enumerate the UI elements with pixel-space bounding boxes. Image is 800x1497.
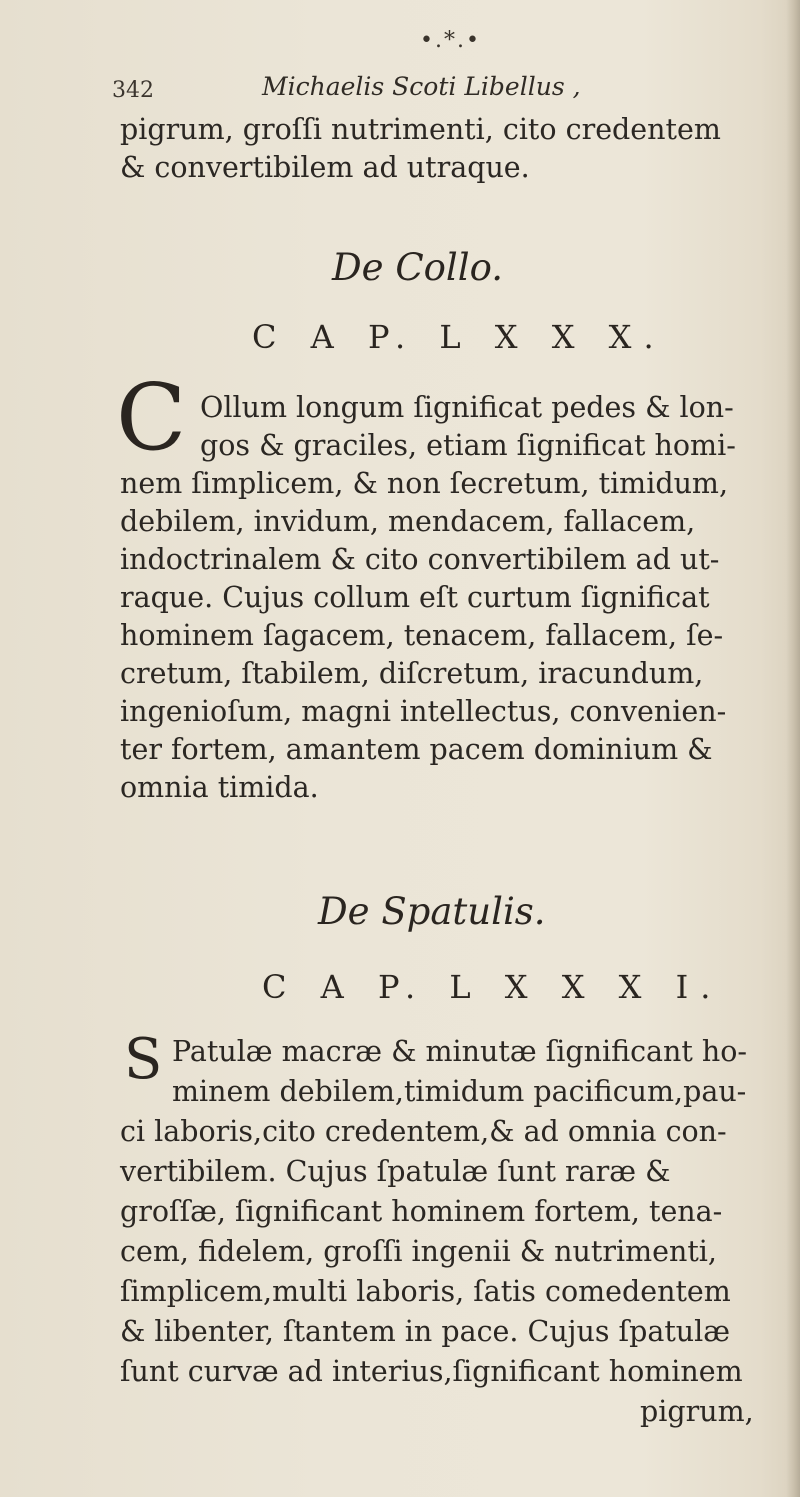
catchword: pigrum, — [640, 1395, 754, 1428]
section-title-de-collo: De Collo. — [332, 246, 503, 289]
section-title-de-spatulis: De Spatulis. — [318, 890, 546, 933]
text-line: raque. Cujus collum eſt curtum ſignificat — [120, 581, 710, 614]
text-line: ſunt curvæ ad interius,ſignificant hominem — [120, 1355, 743, 1388]
text-line: ſimplicem,multi laboris, ſatis comedentem — [120, 1275, 731, 1308]
text-line: cem, fidelem, groſſi ingenii & nutrimenti, — [120, 1235, 717, 1268]
running-head — [112, 72, 712, 108]
text-line: hominem ſagacem, tenacem, fallacem, ſe- — [120, 619, 724, 652]
page-edge-shadow — [786, 0, 800, 1497]
text-line: nem ſimplicem, & non ſecretum, timidum, — [120, 467, 729, 500]
text-line: omnia timida. — [120, 771, 319, 804]
text-line: gos & graciles, etiam ſignificat homi- — [200, 429, 736, 462]
text-line: ingenioſum, magni intellectus, convenien- — [120, 695, 727, 728]
text-line: Patulæ macræ & minutæ ſignificant ho- — [172, 1035, 748, 1068]
text-line: ci laboris,cito credentem,& ad omnia con- — [120, 1115, 727, 1148]
text-line: Ollum longum ſignificat pedes & lon- — [200, 391, 734, 424]
drop-cap-s: S — [124, 1027, 163, 1092]
text-line: vertibilem. Cujus ſpatulæ ſunt raræ & — [120, 1155, 671, 1188]
running-head-title: Michaelis Scoti Libellus , — [262, 72, 581, 101]
chapter-label-80: C A P. L X X X. — [252, 318, 666, 356]
page-number: 342 — [112, 78, 154, 103]
header-ornament: •.*.• — [420, 28, 481, 53]
text-line: & convertibilem ad utraque. — [120, 151, 530, 184]
text-line: indoctrinalem & cito convertibilem ad ut- — [120, 543, 720, 576]
chapter-label-81: C A P. L X X X I. — [262, 968, 723, 1006]
text-line: cretum, ſtabilem, diſcretum, iracundum, — [120, 657, 704, 690]
text-line: pigrum, groſſi nutrimenti, cito credentem — [120, 113, 721, 146]
text-line: & libenter, ſtantem in pace. Cujus ſpatulæ — [120, 1315, 731, 1348]
text-line: ter fortem, amantem pacem dominium & — [120, 733, 713, 766]
text-line: minem debilem,timidum pacificum,pau- — [172, 1075, 747, 1108]
drop-cap-c: C — [116, 364, 187, 471]
text-line: groſſæ, ſignificant hominem fortem, tena- — [120, 1195, 723, 1228]
text-line: debilem, invidum, mendacem, fallacem, — [120, 505, 696, 538]
